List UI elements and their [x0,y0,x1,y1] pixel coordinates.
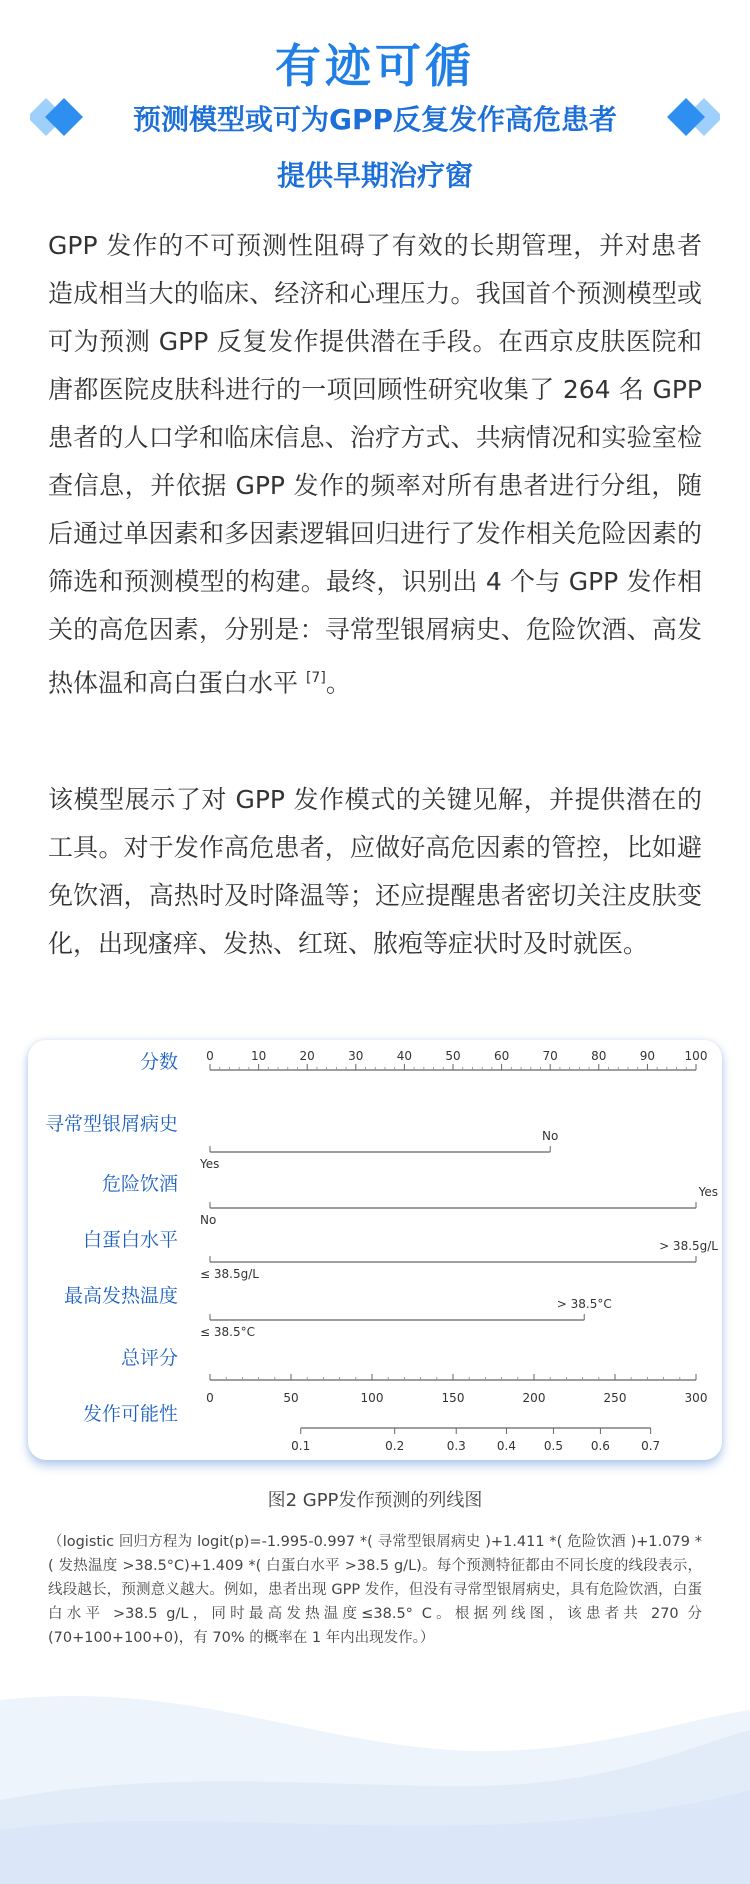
scale-tick-label: 90 [639,1049,656,1063]
page-title: 有迹可循 [275,39,475,93]
scale-tick-label: 50 [283,1391,299,1405]
body-paragraph-1 [48,222,702,707]
probability-tick-label: 0.1 [291,1439,311,1453]
row-label: 最高发热温度 [63,1285,178,1307]
probability-tick-label: 0.5 [543,1439,563,1453]
subtitle-line-2: 提供早期治疗窗 [276,159,473,192]
predictor-level-low: ≤ 38.5g/L [200,1267,259,1281]
probability-tick-label: 0.2 [385,1439,405,1453]
row-label: 危险饮酒 [101,1173,178,1195]
row-label: 分数 [139,1051,178,1073]
scale-tick-label: 0 [206,1391,214,1405]
paragraph-1-text: GPP 发作的不可预测性阻碍了有效的长期管理，并对患者造成相当大的临床、经济和心理压力。我国首个预测模型或可为预测 GPP 反复发作提供潜在手段。在西京皮肤医院和唐都医院皮肤科进行的一项回顾性研究收集了 264 名 GPP 患者的人口学和临床信息、治疗方式、共病情况和实验室检查信息，并依据 GPP 发作的频率对所有患者进行分组，随后通过单因素和多因素逻辑回归进行了发作相关危险因素的筛选和预测模型的构建。最终，识别出 4 个与 GPP 发作相关的高危因素，分别是：寻常型银屑病史、危险饮酒、高发热体温和高白蛋白水平 [48,231,702,698]
scale-tick-label: 200 [522,1391,546,1405]
predictor-level-high: No [542,1129,559,1143]
probability-tick-label: 0.7 [641,1439,661,1453]
nomogram-card [28,1040,722,1460]
scale-tick-label: 50 [445,1049,461,1063]
predictor-level-low: ≤ 38.5°C [200,1325,255,1339]
figure-note: （logistic 回归方程为 logit(p)=-1.995-0.997 *( 寻常型银屑病史 )+1.411 *( 危险饮酒 )+1.079 *( 发热温度 >38.5°C)+1.409 *( 白蛋白水平 >38.5 g/L)。每个预测特征都由不同长度的线段表示，线段越长，预测意义越大。例如，患者出现 GPP 发作，但没有寻常型银屑病史，具有危险饮酒，白蛋白水平 >38.5 g/L，同时最高发热温度≤38.5° C。根据列线图，该患者共 270 分(70+100+100+0)，有 70% 的概率在 1 年内出现发作。） [48,1534,702,1646]
row-label: 发作可能性 [82,1403,178,1425]
row-label: 总评分 [120,1347,178,1369]
scale-tick-label: 80 [591,1049,607,1063]
row-label: 白蛋白水平 [82,1229,178,1251]
decorative-waves [0,1680,750,1884]
scale-tick-label: 0 [206,1049,214,1063]
scale-tick-label: 150 [441,1391,465,1405]
scale-tick-label: 60 [493,1049,510,1063]
predictor-level-high: > 38.5g/L [659,1239,718,1253]
scale-tick-label: 100 [360,1391,384,1405]
probability-tick-label: 0.3 [446,1439,466,1453]
nomogram-chart [28,1040,722,1460]
scale-tick-label: 100 [684,1049,708,1063]
subtitle-line-1: 预测模型或可为GPP反复发作高危患者 [132,103,618,136]
predictor-level-high: > 38.5°C [556,1297,612,1311]
scale-tick-label: 30 [348,1049,364,1063]
predictor-level-high: Yes [698,1185,718,1199]
body-paragraph-2: 该模型展示了对 GPP 发作模式的关键见解，并提供潜在的工具。对于发作高危患者，应做好高危因素的管控，比如避免饮酒，高热时及时降温等；还应提醒患者密切关注皮肤变化，出现瘙痒、发热、红斑、脓疱等症状时及时就医。 [48,785,702,958]
predictor-level-low: Yes [200,1157,220,1171]
scale-tick-label: 70 [542,1049,558,1063]
probability-tick-label: 0.6 [590,1439,610,1453]
scale-tick-label: 300 [684,1391,708,1405]
scale-tick-label: 250 [603,1391,627,1405]
figure-caption: 图2 GPP发作预测的列线图 [267,1490,483,1511]
paragraph-1-end: 。 [325,668,351,698]
predictor-level-low: No [200,1213,217,1227]
scale-tick-label: 20 [299,1049,315,1063]
reference-mark: [7] [305,670,326,686]
scale-tick-label: 10 [250,1049,267,1063]
probability-tick-label: 0.4 [496,1439,517,1453]
row-label: 寻常型银屑病史 [44,1113,178,1135]
scale-tick-label: 40 [396,1049,413,1063]
